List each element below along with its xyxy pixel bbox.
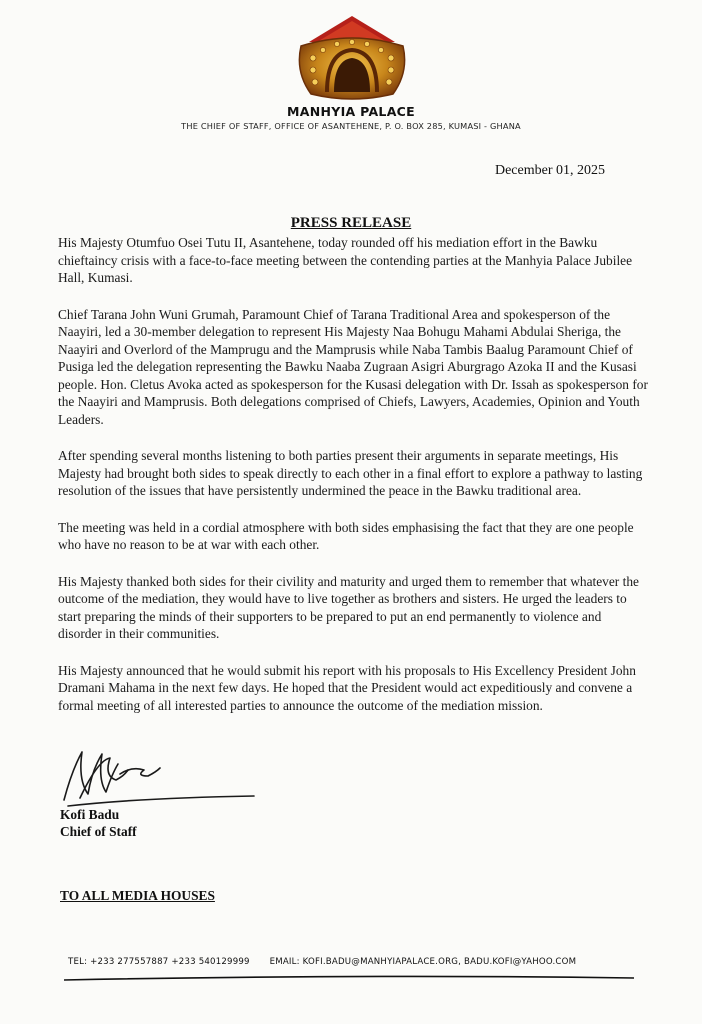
paragraph: His Majesty announced that he would submit his report with his proposals to His Excellency President John Dramani Mahama in the next few days. He hoped that the President would act expeditiously and convene a formal meeting of all interested parties to announce the outcome of the mediation mission. xyxy=(58,662,636,713)
paragraph: The meeting was held in a cordial atmosphere with both sides emphasising the fact that they are one people who have no reason to be at war with each other. xyxy=(58,519,634,552)
organization-name: MANHYIA PALACE xyxy=(286,104,415,119)
signer-block xyxy=(60,806,137,840)
recipients-line: TO ALL MEDIA HOUSES xyxy=(60,888,215,903)
footer-rule xyxy=(64,972,634,986)
press-release-body xyxy=(58,234,648,733)
paragraph: His Majesty thanked both sides for their civility and maturity and urged them to remember that whatever the outcome of the mediation, they would have to live together as brothers and sisters. He urged the leaders to start preparing the minds of their supporters to be prepared to put an end permanently to violence and disorder in their communities. xyxy=(58,573,639,641)
contact-footer xyxy=(68,957,638,967)
signer-position: Chief of Staff xyxy=(60,824,137,839)
release-date: December 01, 2025 xyxy=(494,163,605,178)
footer-telephone: TEL: +233 277557887 +233 540129999 xyxy=(68,957,250,967)
signature-image xyxy=(58,740,258,810)
golden-stool-crest-icon xyxy=(287,12,417,104)
document-title: PRESS RELEASE xyxy=(290,215,412,231)
signer-name: Kofi Badu xyxy=(60,807,120,822)
paragraph: Chief Tarana John Wuni Grumah, Paramount Chief of Tarana Traditional Area and spokesperson of the Naayiri, led a 30-member delegation to represent His Majesty Naa Bohugu Mahami Abdulai Sheriga, the Naayiri and Overlord of the Mamprugu and the Mamprusis while Naba Tambis Baalug Paramount Chief of Pusiga led the delegation representing the Bawku Naaba Zugraan Asigri Aburgrago Azoka II and the Kusasi people. Hon. Cletus Avoka acted as spokesperson for the Kusasi delegation with Dr. Issah as spokesperson for the Naayiri and Mamprusis. Both delegations comprised of Chiefs, Lawyers, Academies, Opinion and Youth Leaders. xyxy=(58,306,648,427)
organization-address: THE CHIEF OF STAFF, OFFICE OF ASANTEHENE, P. O. BOX 285, KUMASI - GHANA xyxy=(181,121,521,131)
paragraph: After spending several months listening to both parties present their arguments in separate meetings, His Majesty had brought both sides to speak directly to each other in a final effort to explore a pathway to lasting resolution of the issues that have persistently undermined the peace in the Bawku traditional area. xyxy=(58,448,643,498)
footer-email: EMAIL: KOFI.BADU@MANHYIAPALACE.ORG, BADU.KOFI@YAHOO.COM xyxy=(269,957,577,967)
paragraph: His Majesty Otumfuo Osei Tutu II, Asantehene, today rounded off his mediation effort in the Bawku chieftaincy crisis with a face-to-face meeting between the contending parties at the Manhyia Palace Jubilee Hall, Kumasi. xyxy=(58,235,633,285)
